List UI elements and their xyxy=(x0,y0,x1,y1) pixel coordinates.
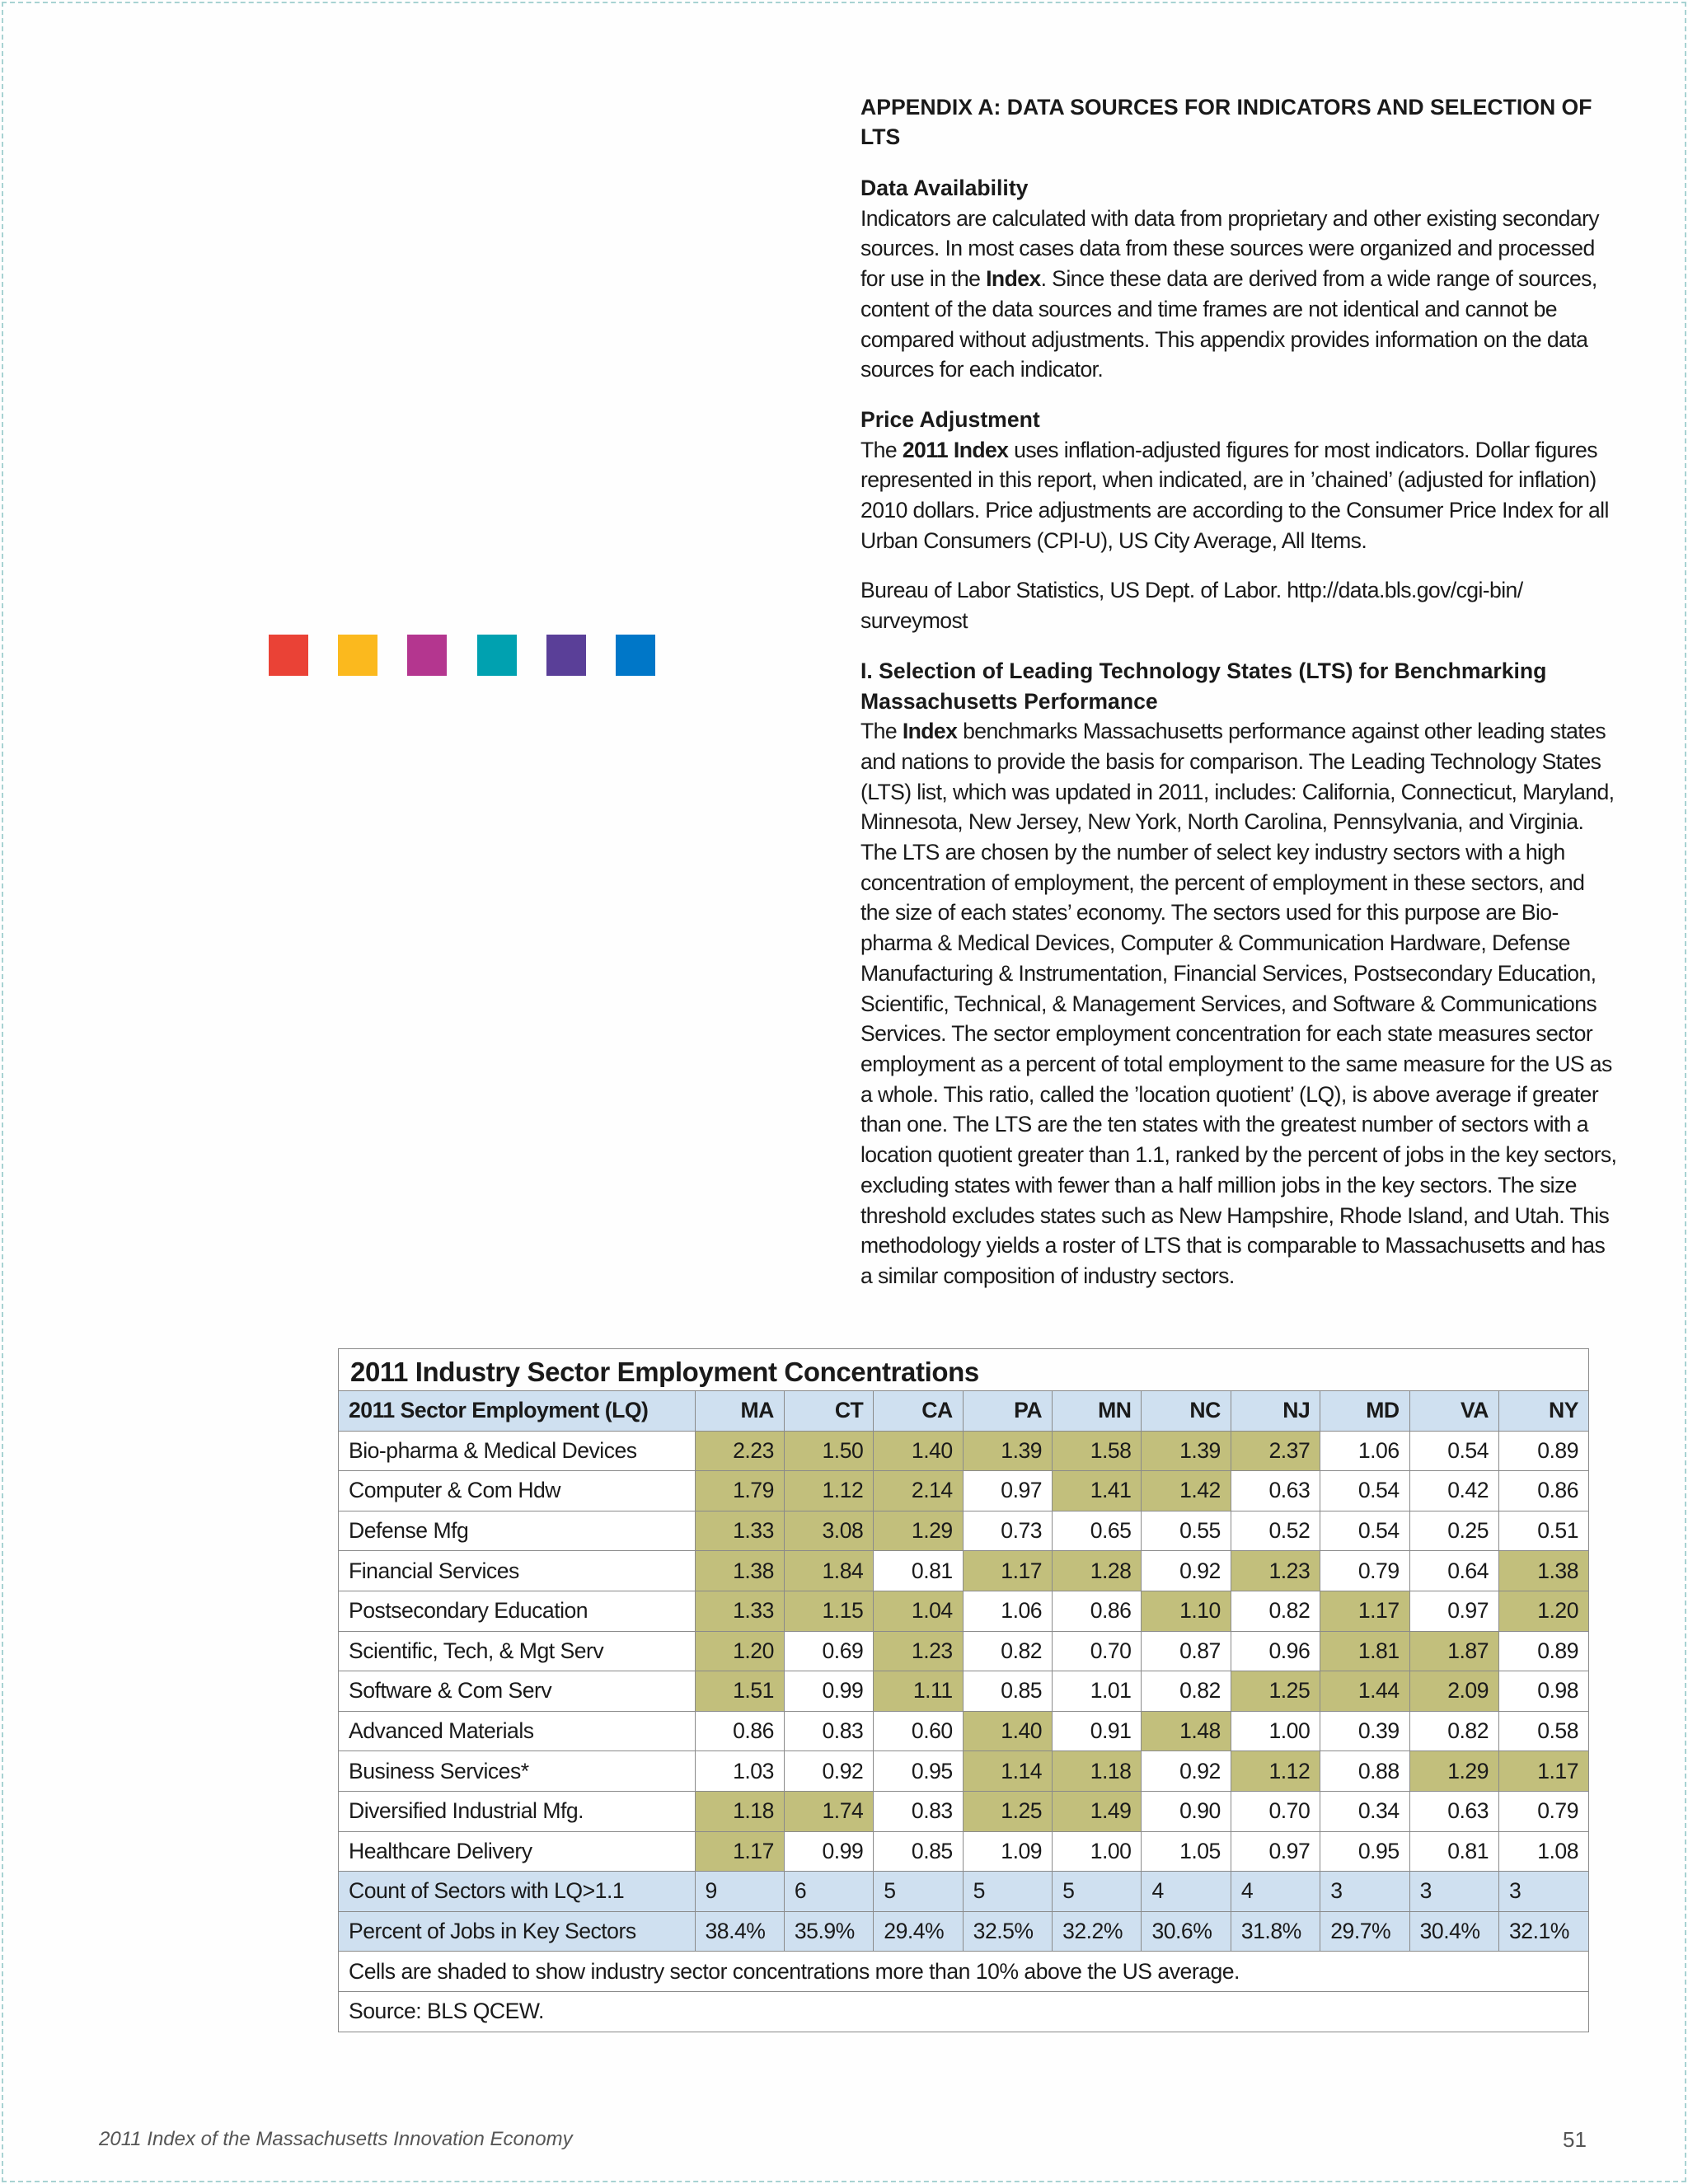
lq-cell: 1.17 xyxy=(695,1831,784,1872)
page-number: 51 xyxy=(1563,2127,1587,2152)
lq-cell: 0.97 xyxy=(1409,1591,1498,1631)
lq-cell: 0.52 xyxy=(1231,1511,1320,1551)
percent-cell: 32.5% xyxy=(963,1911,1052,1952)
lq-cell: 1.39 xyxy=(963,1431,1052,1471)
percent-cell: 31.8% xyxy=(1231,1911,1320,1952)
lq-cell: 1.87 xyxy=(1409,1631,1498,1671)
lq-cell: 2.23 xyxy=(695,1431,784,1471)
lq-cell: 0.63 xyxy=(1231,1471,1320,1511)
yellow-swatch xyxy=(338,635,377,676)
table-row xyxy=(339,1551,1588,1591)
state-header: MN xyxy=(1053,1391,1142,1431)
table-row xyxy=(339,1751,1588,1792)
lq-cell: 0.82 xyxy=(1231,1591,1320,1631)
table-row xyxy=(339,1631,1588,1671)
lq-cell: 0.92 xyxy=(1142,1551,1231,1591)
percent-cell: 35.9% xyxy=(784,1911,873,1952)
teal-swatch xyxy=(477,635,517,676)
lq-cell: 0.39 xyxy=(1320,1711,1409,1751)
count-row xyxy=(339,1872,1588,1912)
lq-cell: 1.39 xyxy=(1142,1431,1231,1471)
lq-cell: 1.20 xyxy=(695,1631,784,1671)
lq-cell: 0.95 xyxy=(874,1751,963,1792)
count-cell: 3 xyxy=(1499,1872,1588,1912)
lq-cell: 0.98 xyxy=(1499,1671,1588,1712)
percent-cell: 32.1% xyxy=(1499,1911,1588,1952)
lq-cell: 1.17 xyxy=(1499,1751,1588,1792)
blue-swatch xyxy=(616,635,655,676)
sector-label: Business Services* xyxy=(339,1751,695,1792)
lq-cell: 1.48 xyxy=(1142,1711,1231,1751)
lq-cell: 0.54 xyxy=(1409,1431,1498,1471)
lq-cell: 0.97 xyxy=(963,1471,1052,1511)
lq-cell: 0.81 xyxy=(874,1551,963,1591)
lts-selection-heading: I. Selection of Leading Technology States (LTS) for Benchmarking Massachusetts Performance xyxy=(860,658,1547,714)
red-swatch xyxy=(269,635,308,676)
state-header: PA xyxy=(963,1391,1052,1431)
lq-cell: 0.88 xyxy=(1320,1751,1409,1792)
lq-cell: 1.51 xyxy=(695,1671,784,1712)
percent-cell: 38.4% xyxy=(695,1911,784,1952)
sector-label: Postsecondary Education xyxy=(339,1591,695,1631)
count-cell: 5 xyxy=(1053,1872,1142,1912)
lq-cell: 1.28 xyxy=(1053,1551,1142,1591)
lq-cell: 0.60 xyxy=(874,1711,963,1751)
lq-cell: 0.89 xyxy=(1499,1631,1588,1671)
lq-cell: 1.14 xyxy=(963,1751,1052,1792)
table-row xyxy=(339,1431,1588,1471)
sector-label: Scientific, Tech, & Mgt Serv xyxy=(339,1631,695,1671)
lq-cell: 0.81 xyxy=(1409,1831,1498,1872)
count-cell: 4 xyxy=(1142,1872,1231,1912)
lq-cell: 0.63 xyxy=(1409,1791,1498,1831)
state-header: MD xyxy=(1320,1391,1409,1431)
lq-cell: 0.69 xyxy=(784,1631,873,1671)
source-row xyxy=(339,1991,1588,2031)
lq-cell: 1.33 xyxy=(695,1511,784,1551)
lq-cell: 0.54 xyxy=(1320,1511,1409,1551)
lq-cell: 0.79 xyxy=(1320,1551,1409,1591)
lq-cell: 0.82 xyxy=(963,1631,1052,1671)
lq-cell: 0.70 xyxy=(1053,1631,1142,1671)
table-row xyxy=(339,1831,1588,1872)
table-header-row xyxy=(339,1391,1588,1431)
count-cell: 5 xyxy=(963,1872,1052,1912)
count-cell: 9 xyxy=(695,1872,784,1912)
lq-cell: 1.25 xyxy=(963,1791,1052,1831)
lq-cell: 0.96 xyxy=(1231,1631,1320,1671)
lq-cell: 0.91 xyxy=(1053,1711,1142,1751)
count-cell: 5 xyxy=(874,1872,963,1912)
price-adjustment-paragraph: The 2011 Index uses inflation-adjusted figures for most indicators. Dollar figures represented in this report, when indicated, are in ’chained’ (adjusted for inflation) 2010 dollars. Price adjustments are according to the Consumer Price Index for all Urban Consumers (CPI-U), US City Average, All Items. xyxy=(860,437,1609,553)
sector-employment-table xyxy=(338,1348,1589,2032)
lq-cell: 0.65 xyxy=(1053,1511,1142,1551)
table-row xyxy=(339,1591,1588,1631)
lq-cell: 0.85 xyxy=(963,1671,1052,1712)
lq-cell: 0.87 xyxy=(1142,1631,1231,1671)
sector-label: Defense Mfg xyxy=(339,1511,695,1551)
lq-cell: 1.10 xyxy=(1142,1591,1231,1631)
lq-cell: 0.54 xyxy=(1320,1471,1409,1511)
lq-cell: 0.34 xyxy=(1320,1791,1409,1831)
lq-cell: 1.40 xyxy=(963,1711,1052,1751)
lq-cell: 0.92 xyxy=(784,1751,873,1792)
lq-cell: 3.08 xyxy=(784,1511,873,1551)
percent-cell: 29.4% xyxy=(874,1911,963,1952)
lq-cell: 1.17 xyxy=(1320,1591,1409,1631)
lq-cell: 1.50 xyxy=(784,1431,873,1471)
state-header: NC xyxy=(1142,1391,1231,1431)
percent-cell: 32.2% xyxy=(1053,1911,1142,1952)
lq-cell: 0.85 xyxy=(874,1831,963,1872)
lq-cell: 1.49 xyxy=(1053,1791,1142,1831)
price-adjustment-heading: Price Adjustment xyxy=(860,406,1040,432)
lq-cell: 1.06 xyxy=(1320,1431,1409,1471)
table-body xyxy=(339,1431,1588,2031)
lq-cell: 0.99 xyxy=(784,1831,873,1872)
lq-cell: 0.92 xyxy=(1142,1751,1231,1792)
count-cell: 3 xyxy=(1320,1872,1409,1912)
lq-cell: 1.01 xyxy=(1053,1671,1142,1712)
state-header: NJ xyxy=(1231,1391,1320,1431)
lq-cell: 1.00 xyxy=(1231,1711,1320,1751)
lq-cell: 1.79 xyxy=(695,1471,784,1511)
percent-row xyxy=(339,1911,1588,1952)
lq-cell: 1.23 xyxy=(874,1631,963,1671)
percent-cell: 30.4% xyxy=(1409,1911,1498,1952)
lq-cell: 1.18 xyxy=(695,1791,784,1831)
lq-cell: 1.29 xyxy=(874,1511,963,1551)
state-header: MA xyxy=(695,1391,784,1431)
magenta-swatch xyxy=(407,635,447,676)
lq-cell: 1.00 xyxy=(1053,1831,1142,1872)
lq-cell: 1.33 xyxy=(695,1591,784,1631)
lq-cell: 1.11 xyxy=(874,1671,963,1712)
lq-cell: 0.73 xyxy=(963,1511,1052,1551)
lq-cell: 1.23 xyxy=(1231,1551,1320,1591)
percent-cell: 30.6% xyxy=(1142,1911,1231,1952)
lq-cell: 0.51 xyxy=(1499,1511,1588,1551)
table-row xyxy=(339,1511,1588,1551)
table-note: Cells are shaded to show industry sector concentrations more than 10% above the US average. xyxy=(339,1952,1588,1992)
lq-cell: 0.86 xyxy=(1499,1471,1588,1511)
lq-cell: 1.18 xyxy=(1053,1751,1142,1792)
lq-cell: 0.42 xyxy=(1409,1471,1498,1511)
sector-label: Bio-pharma & Medical Devices xyxy=(339,1431,695,1471)
sector-label: Diversified Industrial Mfg. xyxy=(339,1791,695,1831)
table-title: 2011 Industry Sector Employment Concentrations xyxy=(339,1349,1588,1391)
purple-swatch xyxy=(546,635,586,676)
table-row xyxy=(339,1671,1588,1712)
table-row xyxy=(339,1711,1588,1751)
header-label: 2011 Sector Employment (LQ) xyxy=(339,1391,695,1431)
lq-cell: 1.05 xyxy=(1142,1831,1231,1872)
data-availability-heading: Data Availability xyxy=(860,176,1029,200)
lq-cell: 0.86 xyxy=(1053,1591,1142,1631)
lq-cell: 1.58 xyxy=(1053,1431,1142,1471)
lq-cell: 0.79 xyxy=(1499,1791,1588,1831)
lq-cell: 1.25 xyxy=(1231,1671,1320,1712)
price-adjustment-source: Bureau of Labor Statistics, US Dept. of Labor. http://data.bls.gov/cgi-bin/ surveymost xyxy=(860,578,1523,634)
publication-title: 2011 Index of the Massachusetts Innovation Economy xyxy=(99,2128,573,2150)
state-header: VA xyxy=(1409,1391,1498,1431)
lq-cell: 0.86 xyxy=(695,1711,784,1751)
table-row xyxy=(339,1791,1588,1831)
lq-cell: 0.82 xyxy=(1142,1671,1231,1712)
lq-cell: 0.83 xyxy=(874,1791,963,1831)
count-cell: 3 xyxy=(1409,1872,1498,1912)
lq-cell: 0.83 xyxy=(784,1711,873,1751)
lq-cell: 2.09 xyxy=(1409,1671,1498,1712)
lq-cell: 1.42 xyxy=(1142,1471,1231,1511)
lq-cell: 1.41 xyxy=(1053,1471,1142,1511)
lq-cell: 1.29 xyxy=(1409,1751,1498,1792)
percent-row-label: Percent of Jobs in Key Sectors xyxy=(339,1911,695,1952)
lq-cell: 1.84 xyxy=(784,1551,873,1591)
lq-cell: 1.81 xyxy=(1320,1631,1409,1671)
lq-cell: 1.38 xyxy=(1499,1551,1588,1591)
appendix-text-column xyxy=(860,92,1619,1311)
count-cell: 4 xyxy=(1231,1872,1320,1912)
count-cell: 6 xyxy=(784,1872,873,1912)
lq-cell: 1.12 xyxy=(1231,1751,1320,1792)
lq-cell: 1.04 xyxy=(874,1591,963,1631)
sector-label: Software & Com Serv xyxy=(339,1671,695,1712)
lq-cell: 0.95 xyxy=(1320,1831,1409,1872)
lq-cell: 1.17 xyxy=(963,1551,1052,1591)
table-row xyxy=(339,1471,1588,1511)
lts-selection-paragraph: The Index benchmarks Massachusetts performance against other leading states and nations to provide the basis for comparison. The Leading Technology States (LTS) list, which was updated in 2011, includes: California, Connecticut, Maryland, Minnesota, New Jersey, New York, North Carolina, Pennsylvania, and Virginia. The LTS are chosen by the number of select key industry sectors with a high concentration of employment, the percent of employment in these sectors, and the size of each states’ economy. The sectors used for this purpose are Bio-pharma & Medical Devices, Computer & Communication Hardware, Defense Manufacturing & Instrumentation, Financial Services, Postsecondary Education, Scientific, Technical, & Management Services, and Software & Communications Services. The sector employment concentration for each state measures sector employment as a percent of total employment to the same measure for the US as a whole. This ratio, called the ’location quotient’ (LQ), is above average if greater than one. The LTS are the ten states with the greatest number of sectors with a location quotient greater than 1.1, ranked by the percent of jobs in the key sectors, excluding states with fewer than a half million jobs in the key sectors. The size threshold excludes states such as New Hampshire, Rhode Island, and Utah. This methodology yields a roster of LTS that is comparable to Massachusetts and has a similar composition of industry sectors. xyxy=(860,719,1617,1288)
appendix-title: APPENDIX A: DATA SOURCES FOR INDICATORS AND SELECTION OF LTS xyxy=(860,95,1592,149)
lq-cell: 0.97 xyxy=(1231,1831,1320,1872)
lq-cell: 1.12 xyxy=(784,1471,873,1511)
sector-label: Advanced Materials xyxy=(339,1711,695,1751)
state-header: CA xyxy=(874,1391,963,1431)
lq-cell: 0.64 xyxy=(1409,1551,1498,1591)
lq-cell: 1.08 xyxy=(1499,1831,1588,1872)
lq-cell: 2.14 xyxy=(874,1471,963,1511)
sector-label: Computer & Com Hdw xyxy=(339,1471,695,1511)
lq-cell: 1.09 xyxy=(963,1831,1052,1872)
lq-cell: 1.20 xyxy=(1499,1591,1588,1631)
lq-cell: 1.74 xyxy=(784,1791,873,1831)
lq-cell: 1.38 xyxy=(695,1551,784,1591)
count-row-label: Count of Sectors with LQ>1.1 xyxy=(339,1872,695,1912)
data-availability-paragraph: Indicators are calculated with data from proprietary and other existing secondary sources. In most cases data from these sources were organized and processed for use in the Index. Since these data are derived from a wide range of sources, content of the data sources and time frames are not identical and cannot be compared without adjustments. This appendix provides information on the data sources for each indicator. xyxy=(860,205,1599,382)
lq-cell: 1.03 xyxy=(695,1751,784,1792)
note-row xyxy=(339,1952,1588,1992)
percent-cell: 29.7% xyxy=(1320,1911,1409,1952)
lq-cell: 2.37 xyxy=(1231,1431,1320,1471)
lq-cell: 0.58 xyxy=(1499,1711,1588,1751)
lq-cell: 0.25 xyxy=(1409,1511,1498,1551)
lq-cell: 1.44 xyxy=(1320,1671,1409,1712)
state-header: CT xyxy=(784,1391,873,1431)
lq-table xyxy=(339,1391,1588,2032)
sector-label: Financial Services xyxy=(339,1551,695,1591)
table-source: Source: BLS QCEW. xyxy=(339,1991,1588,2031)
lq-cell: 0.99 xyxy=(784,1671,873,1712)
lq-cell: 0.55 xyxy=(1142,1511,1231,1551)
lq-cell: 0.70 xyxy=(1231,1791,1320,1831)
sector-label: Healthcare Delivery xyxy=(339,1831,695,1872)
lq-cell: 1.15 xyxy=(784,1591,873,1631)
state-header: NY xyxy=(1499,1391,1588,1431)
lq-cell: 0.90 xyxy=(1142,1791,1231,1831)
lq-cell: 1.06 xyxy=(963,1591,1052,1631)
lq-cell: 0.89 xyxy=(1499,1431,1588,1471)
lq-cell: 1.40 xyxy=(874,1431,963,1471)
lq-cell: 0.82 xyxy=(1409,1711,1498,1751)
